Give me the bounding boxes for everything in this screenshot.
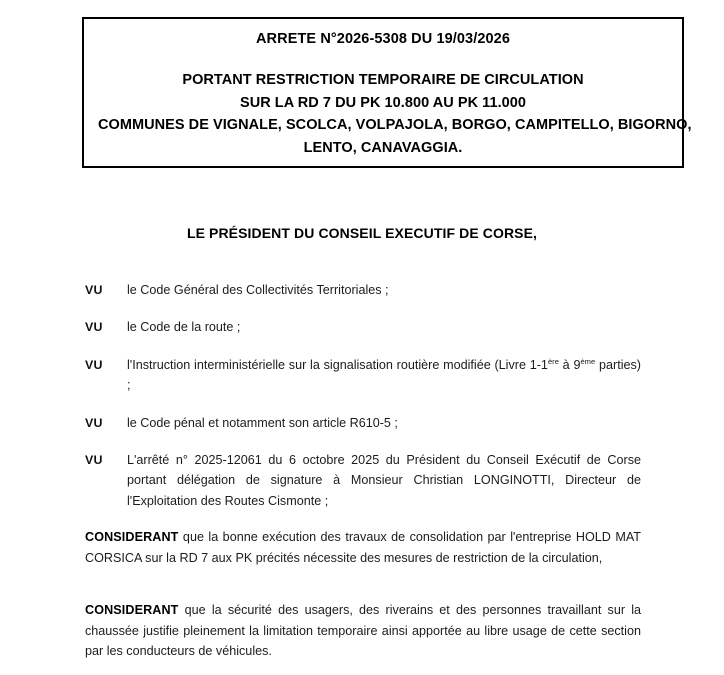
vu-item bbox=[85, 355, 641, 396]
vu-item-text bbox=[127, 355, 641, 396]
vu-item bbox=[85, 280, 641, 300]
vu-item-text: le Code Général des Collectivités Territoriales ; bbox=[127, 283, 389, 297]
vu-item-text: L'arrêté n° 2025-12061 du 6 octobre 2025 du Président du Conseil Exécutif de Corse portant délégation de signature à Monsieur Christian LONGINOTTI, Directeur de l'Exploitation des Routes Cismonte ; bbox=[127, 452, 641, 508]
title-subject-line-2: SUR LA RD 7 DU PK 10.800 AU PK 11.000 bbox=[239, 94, 527, 111]
title-subject-line-1: PORTANT RESTRICTION TEMPORAIRE DE CIRCULATION bbox=[182, 72, 584, 89]
considerant-text: que la sécurité des usagers, des riverains et des personnes travaillant sur la chaussée justifie pleinement la limitation temporaire ainsi apportée au libre usage de cette section par les conducteurs de véhicules. bbox=[85, 603, 641, 659]
vu-item bbox=[85, 317, 641, 337]
vu-item-superscript-ere: ère bbox=[547, 356, 559, 366]
vu-item-text-part2: à 9 bbox=[558, 357, 581, 372]
vu-item-label: VU bbox=[85, 357, 103, 372]
title-box bbox=[82, 17, 692, 168]
title-communes-line-2: LENTO, CANAVAGGIA. bbox=[303, 139, 463, 156]
vu-item-text-part3: parties) ; bbox=[127, 357, 641, 393]
vu-list bbox=[85, 280, 641, 511]
vu-item-text: le Code de la route ; bbox=[127, 320, 241, 335]
page-title: LE PRÉSIDENT DU CONSEIL EXECUTIF DE CORSE, bbox=[186, 225, 538, 241]
vu-item-text-part1: l'Instruction interministérielle sur la signalisation routière modifiée (Livre 1-1 bbox=[127, 357, 548, 372]
vu-item bbox=[85, 413, 641, 433]
vu-item-label: VU bbox=[85, 320, 103, 335]
vu-item-superscript-eme: ème bbox=[580, 356, 596, 366]
vu-item bbox=[85, 450, 641, 511]
considerant-paragraph bbox=[85, 527, 641, 568]
vu-item-label: VU bbox=[85, 452, 103, 467]
considerant-paragraph bbox=[85, 600, 641, 662]
considerant-text: que la bonne exécution des travaux de consolidation par l'entreprise HOLD MAT CORSICA sur la RD 7 aux PK précités nécessite des mesures de restriction de la circulation, bbox=[85, 530, 641, 565]
title-subject-block bbox=[98, 69, 692, 159]
title-communes-line-1: COMMUNES DE VIGNALE, SCOLCA, VOLPAJOLA, BORGO, CAMPITELLO, BIGORNO, bbox=[98, 117, 692, 134]
vu-item-text: le Code pénal et notamment son article R610-5 ; bbox=[127, 415, 398, 430]
vu-item-label: VU bbox=[85, 415, 103, 430]
vu-item-label: VU bbox=[85, 283, 103, 297]
arrete-number-title: ARRETE N°2026-5308 DU 19/03/2026 bbox=[255, 31, 511, 47]
considerant-keyword: CONSIDERANT bbox=[85, 603, 179, 617]
considerant-keyword: CONSIDERANT bbox=[85, 530, 179, 544]
